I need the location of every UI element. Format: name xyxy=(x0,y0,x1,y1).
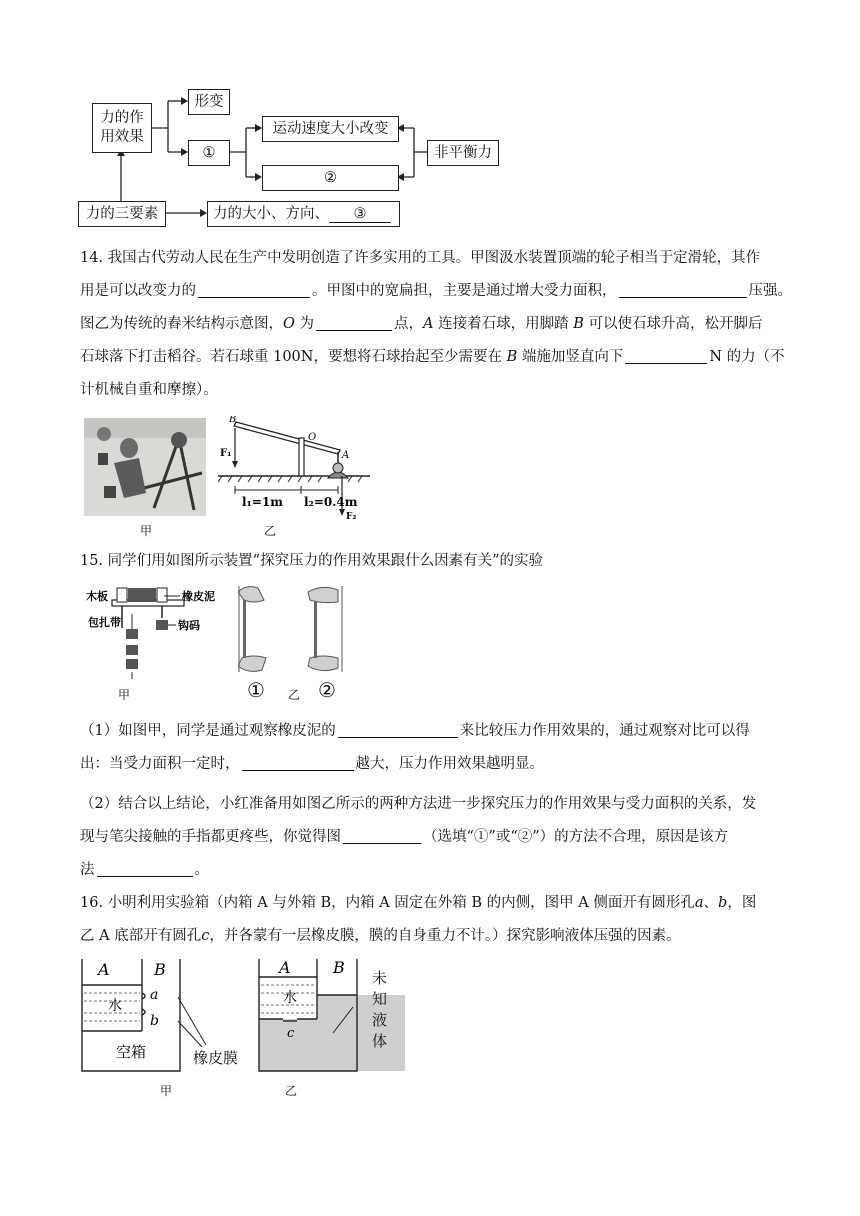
q15-p1d: 越大，压力作用效果越明显。 xyxy=(355,756,544,772)
q15-p2-line2 xyxy=(80,821,780,854)
q14-line4c: 端施加竖直向下 xyxy=(517,349,624,365)
q15-fig-yi-label: 乙 xyxy=(288,688,301,702)
unbalanced-force-box xyxy=(427,140,499,166)
effect-box xyxy=(92,103,152,153)
q14-line3g: 可以使石球升高，松开脚后 xyxy=(583,316,763,332)
q14-line3b: 为 xyxy=(294,316,314,332)
q16-a: a xyxy=(694,895,704,911)
q14-line2a: 用是可以改变力的 xyxy=(80,283,196,299)
q16-line2 xyxy=(80,920,780,953)
q14-figure-yi-lever xyxy=(212,416,372,534)
blank1-label: ① xyxy=(202,144,216,161)
q16-jia-a: a xyxy=(150,987,159,1003)
q16-fig-jia-label: 甲 xyxy=(160,1084,173,1098)
q16-jia-water: 水 xyxy=(108,998,122,1014)
q15-p2-line3 xyxy=(80,854,780,887)
q14-a: A xyxy=(423,316,434,332)
q15-p2d: 法 xyxy=(80,862,95,878)
q16-line2a: 乙 A 底部开有圆孔 xyxy=(80,928,202,944)
q15-figure-jia xyxy=(84,584,234,684)
q14-line2c: 压强。 xyxy=(748,283,792,299)
q16-line1c: ，图 xyxy=(727,895,757,911)
q15-p2b: 现与笔尖接触的手指都更疼些，你觉得图 xyxy=(80,829,341,845)
q16-yi-c: c xyxy=(287,1026,295,1041)
q14-fig-jia-label: 甲 xyxy=(140,524,153,538)
q16-jia-B: B xyxy=(154,960,166,979)
q14-blank4 xyxy=(625,345,707,364)
q15-p2c: （选填“①”或“②”）的方法不合理，原因是该方 xyxy=(423,829,729,845)
q15-p2-line1: （2）结合以上结论，小红准备用如图乙所示的两种方法进一步探究压力的作用效果与受力面积的关系，发 xyxy=(80,796,757,812)
speed-change-box xyxy=(262,116,399,142)
label-board: 木板 xyxy=(86,590,108,603)
q15-circle-2: ② xyxy=(318,678,336,702)
deformation-box xyxy=(188,89,230,115)
q15-blank4 xyxy=(97,858,193,877)
q14-blank3 xyxy=(316,312,392,331)
q15-fig-jia-label: 甲 xyxy=(118,688,131,702)
q16-line1a: 16. 小明利用实验箱（内箱 A 与外箱 B，内箱 A 固定在外箱 B 的内侧，图甲 A 侧面开有圆形孔 xyxy=(80,895,695,911)
q14-line4a: 石球落下打击稻谷。若石球重 100N，要想将石球抬起至少需要在 xyxy=(80,349,507,365)
blank2-box xyxy=(262,165,399,191)
q15-title: 15. 同学们用如图所示装置“探究压力的作用效果跟什么因素有关”的实验 xyxy=(80,553,543,569)
label-l2: l₂=0.4m xyxy=(304,495,358,509)
q14-line3e: 连接着石球，用脚踏 xyxy=(433,316,574,332)
q15-p1c: 出：当受力面积一定时， xyxy=(80,756,240,772)
q14-line5: 计机械自重和摩擦）。 xyxy=(80,382,218,398)
q15-blank1 xyxy=(338,719,458,738)
well-pulley-illustration xyxy=(84,418,206,516)
q16-b: b xyxy=(718,895,728,911)
q16-line1b: 、 xyxy=(703,895,719,911)
q15-p1-line1 xyxy=(80,715,780,748)
q14-line4d: N 的力（不 xyxy=(709,349,785,365)
unbalanced-force-label: 非平衡力 xyxy=(434,144,492,161)
label-l1: l₁=1m xyxy=(242,495,283,509)
three-elements-label: 力的三要素 xyxy=(85,205,159,222)
blank3: ③ xyxy=(329,206,391,223)
label-weight: 钩码 xyxy=(178,619,200,632)
q14-b2: B xyxy=(506,349,518,365)
q14-blank2 xyxy=(619,279,747,298)
speed-change-label: 运动速度大小改变 xyxy=(272,120,389,137)
q16-yi-water: 水 xyxy=(283,990,297,1006)
elements-text-box xyxy=(207,201,400,227)
q15-blank3 xyxy=(343,825,421,844)
q15-figure-yi xyxy=(238,584,358,674)
q14-figure-jia-photo xyxy=(84,418,206,516)
q16-membrane-label: 橡皮膜 xyxy=(193,1049,239,1067)
label-B: B xyxy=(229,416,237,425)
label-F2: F₂ xyxy=(346,512,357,522)
q16-empty-box: 空箱 xyxy=(116,1043,147,1061)
q14-o: O xyxy=(283,316,295,332)
q16-yi-B: B xyxy=(333,958,345,977)
q15-blank2 xyxy=(242,752,354,771)
blank2-label: ② xyxy=(324,169,337,186)
q15-p1a: （1）如图甲，同学是通过观察橡皮泥的 xyxy=(80,723,336,739)
effect-box-label: 力的作用效果 xyxy=(100,110,144,145)
q14-line1: 14. 我国古代劳动人民在生产中发明创造了许多实用的工具。甲图汲水装置顶端的轮子相当于定滑轮，其作 xyxy=(80,250,761,266)
q15-p2e: 。 xyxy=(194,862,209,878)
q14-line2b: 。甲图中的宽扁担，主要是通过增大受力面积， xyxy=(312,283,617,299)
q15-circle-1: ① xyxy=(247,678,265,702)
q16-line2b: ，并各蒙有一层橡皮膜，膜的自身重力不计。）探究影响液体压强的因素。 xyxy=(209,928,681,944)
q16-jia-A: A xyxy=(98,960,110,979)
q16-c: c xyxy=(201,928,210,944)
q16-line1 xyxy=(80,887,780,920)
q16-jia-b: b xyxy=(150,1013,159,1029)
q14-line3c: 点， xyxy=(394,316,423,332)
label-clay: 橡皮泥 xyxy=(182,590,215,603)
q16-fig-yi-label: 乙 xyxy=(285,1084,298,1098)
q14-line4 xyxy=(80,341,785,374)
three-elements-box xyxy=(78,201,166,227)
q15-p1-line2 xyxy=(80,748,780,781)
label-tape: 包扎带 xyxy=(88,616,121,629)
q14-line2 xyxy=(80,275,792,308)
label-F1: F₁ xyxy=(220,448,232,459)
blank1-box xyxy=(188,140,230,166)
deformation-label: 形变 xyxy=(194,93,224,110)
q14-line3 xyxy=(80,308,780,341)
q16-yi-A: A xyxy=(279,958,291,977)
label-A: A xyxy=(342,450,350,461)
elements-text-label: 力的大小、方向、 xyxy=(213,205,329,222)
q14-b: B xyxy=(573,316,584,332)
q15-p1b: 来比较压力作用效果的，通过观察对比可以得 xyxy=(459,723,750,739)
q14-blank1 xyxy=(198,279,310,298)
q16-unknown-liquid: 未知液体 xyxy=(372,969,388,1050)
q14-fig-yi-label: 乙 xyxy=(264,524,277,538)
label-O: O xyxy=(308,432,317,443)
q14-line3a: 图乙为传统的舂米结构示意图， xyxy=(80,316,283,332)
